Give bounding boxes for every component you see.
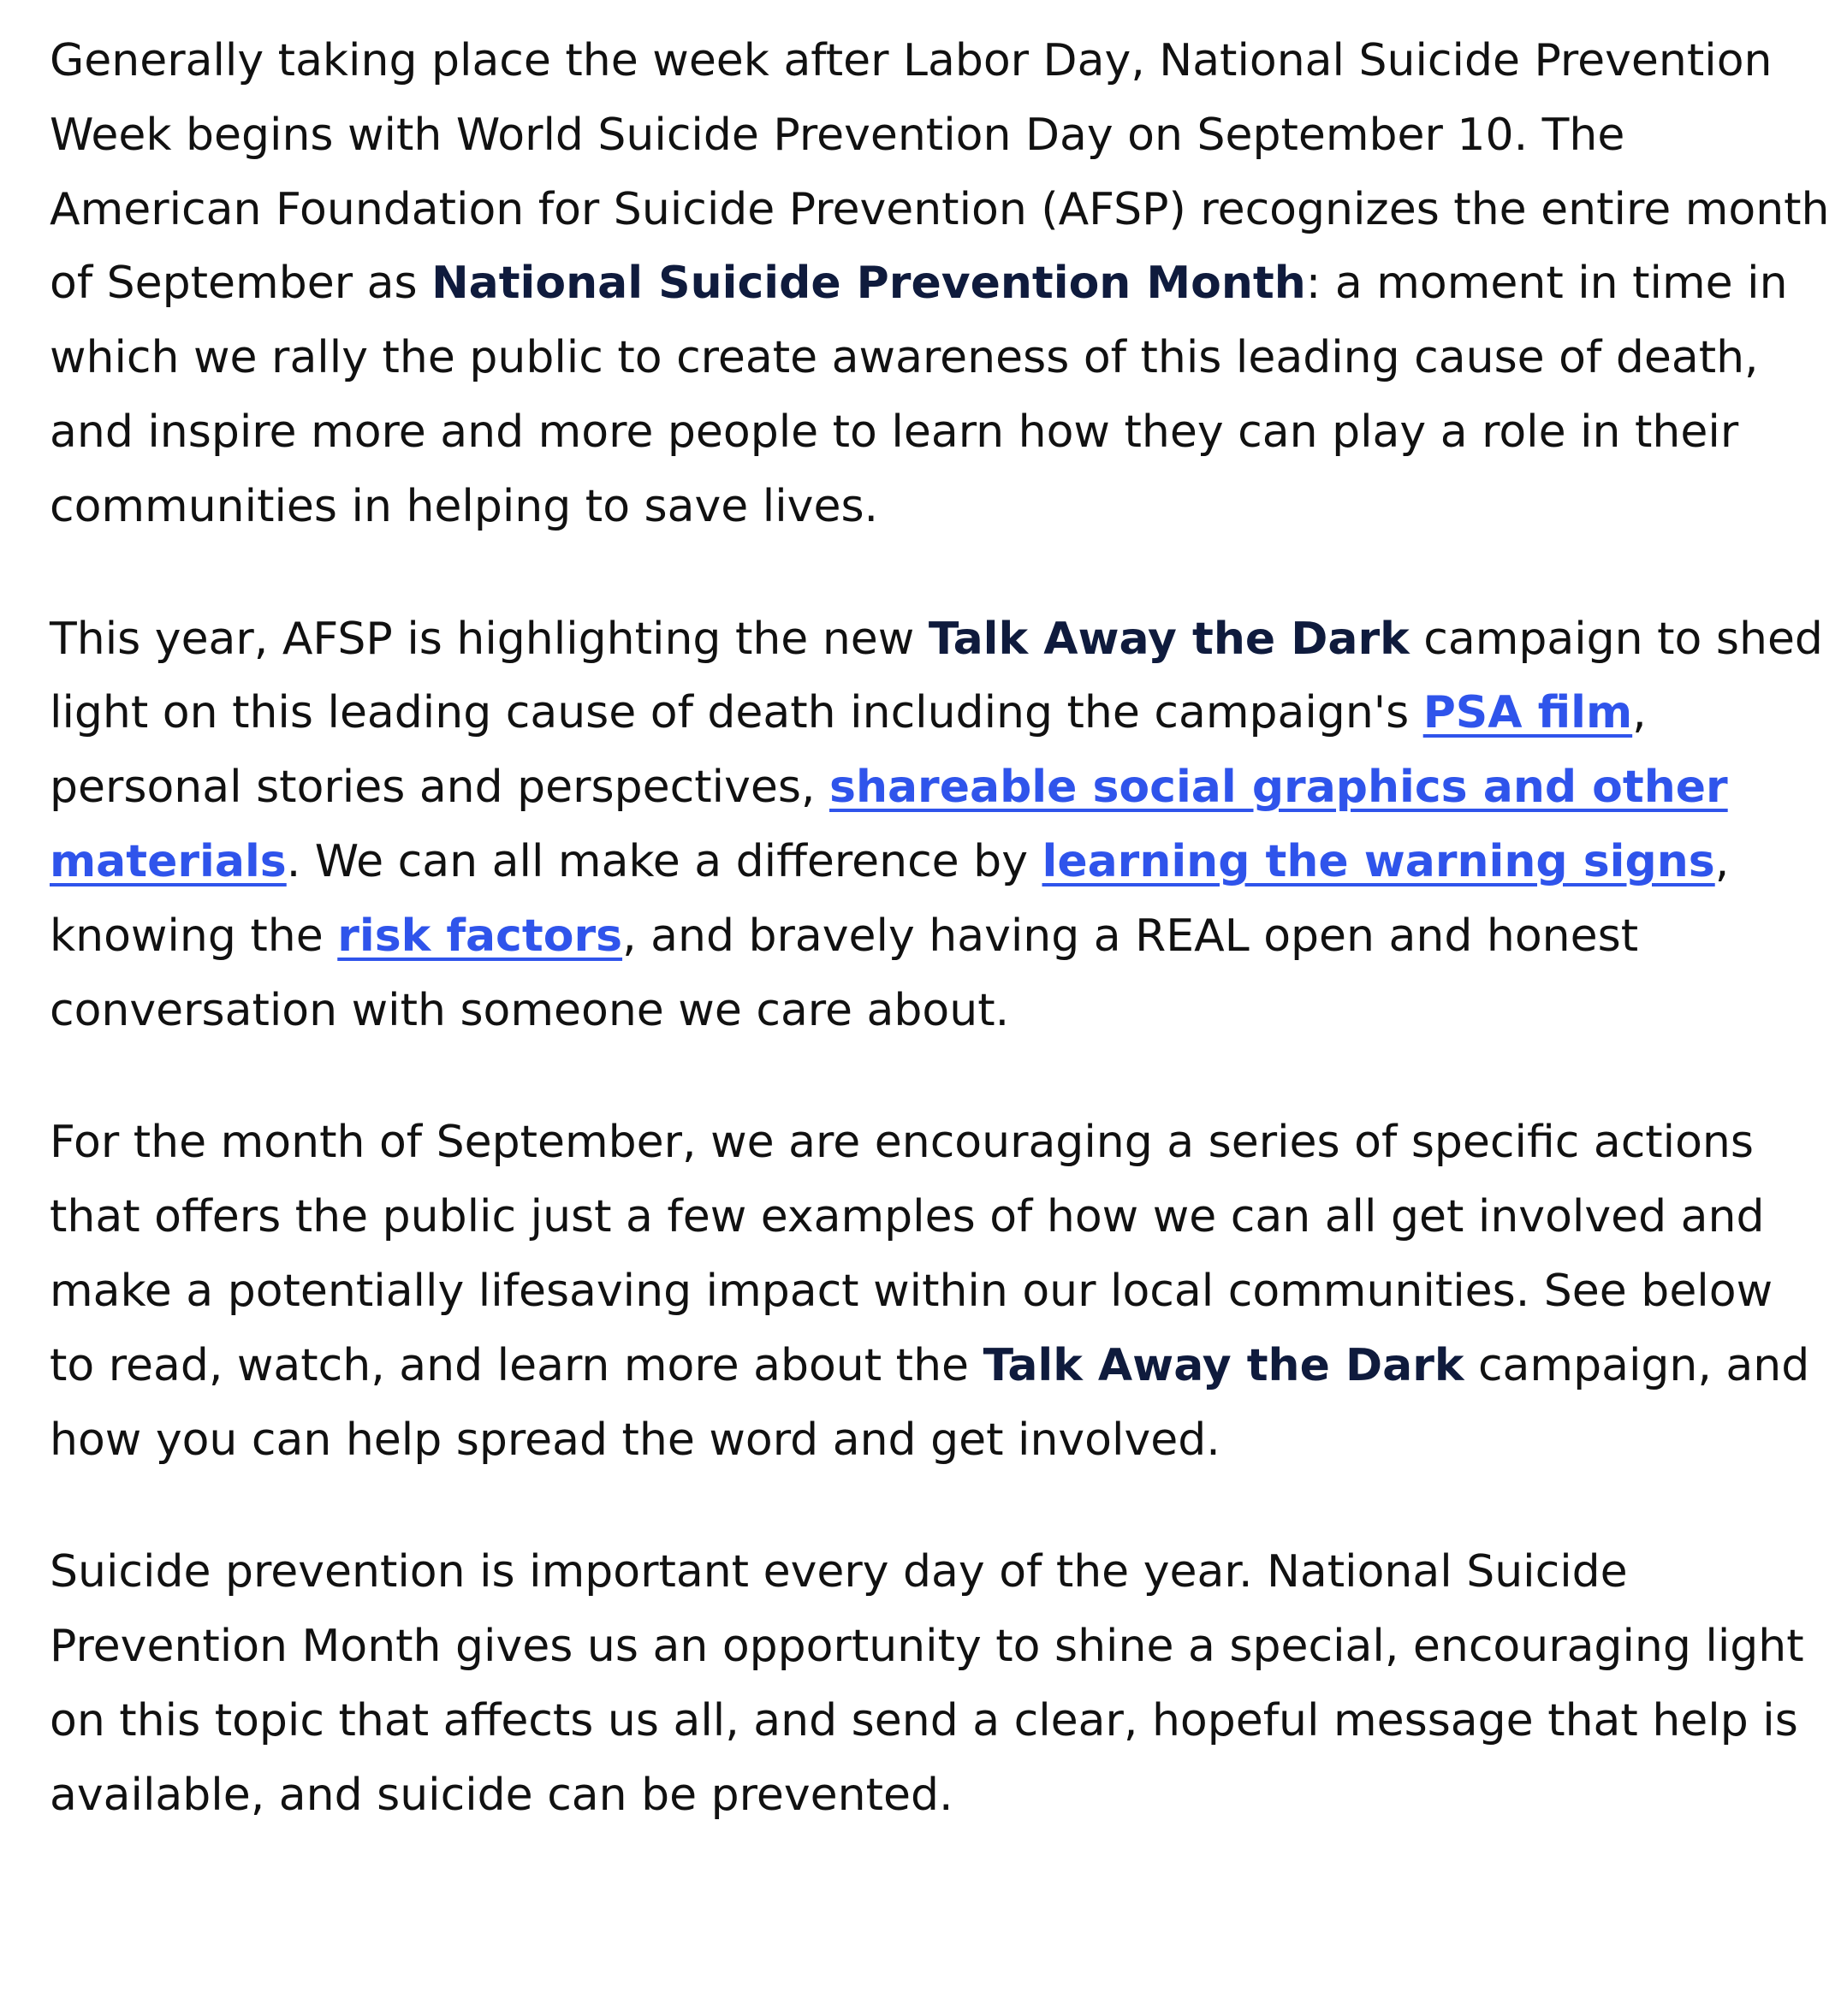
paragraph-actions-text-2: campaign, and how you can help spread the word and get involved. xyxy=(50,1339,1810,1466)
bold-national-suicide-prevention-month: National Suicide Prevention Month xyxy=(431,258,1306,310)
paragraph-intro-text: Generally taking place the week after Labor Day, National Suicide Prevention Week begins with World Suicide Prevention Day on September 10. The American Foundation for Suicide Prevention (AFSP) recognizes the entire month of September as xyxy=(50,35,1830,310)
paragraph-campaign-text-4: . We can all make a difference by xyxy=(286,835,1042,887)
paragraph-intro-outro: : a moment in time in which we rally the public to create awareness of this leading cause of death, and inspire more and more people to learn how they can play a role in their communities in helping to save lives. xyxy=(50,258,1788,532)
paragraph-actions xyxy=(50,1106,1830,1477)
psa-film-link[interactable]: PSA film xyxy=(1422,687,1633,739)
paragraph-campaign-text-5: , knowing the xyxy=(50,835,1730,962)
paragraph-closing-text: Suicide prevention is important every day of the year. National Suicide Prevention Month gives us an opportunity to shine a special, encouraging light on this topic that affects us all, and send a clear, hopeful message that help is available, and suicide can be prevented. xyxy=(50,1546,1804,1821)
paragraph-campaign-text-2: campaign to shed light on this leading cause of death including the campaign's xyxy=(50,613,1823,739)
bold-talk-away-the-dark-2: Talk Away the Dark xyxy=(983,1339,1464,1391)
paragraph-campaign xyxy=(50,602,1830,1048)
bold-talk-away-the-dark: Talk Away the Dark xyxy=(928,613,1410,665)
warning-signs-link[interactable]: learning the warning signs xyxy=(1042,835,1715,887)
shareable-graphics-link[interactable]: shareable social graphics and other materials xyxy=(50,762,1728,887)
risk-factors-link[interactable]: risk factors xyxy=(337,910,623,962)
paragraph-campaign-text-1: This year, AFSP is highlighting the new xyxy=(50,613,929,665)
paragraph-campaign-text-3: , personal stories and perspectives, xyxy=(50,687,1647,814)
paragraph-intro xyxy=(50,24,1830,544)
paragraph-actions-text-1: For the month of September, we are encouraging a series of specific actions that offers the public just a few examples of how we can all get involved and make a potentially lifesaving impact within our local communities. See below to read, watch, and learn more about the xyxy=(50,1117,1773,1391)
paragraph-campaign-text-6: , and bravely having a REAL open and honest conversation with someone we care about. xyxy=(50,910,1639,1036)
article-body xyxy=(50,24,1830,1833)
paragraph-closing xyxy=(50,1535,1830,1832)
